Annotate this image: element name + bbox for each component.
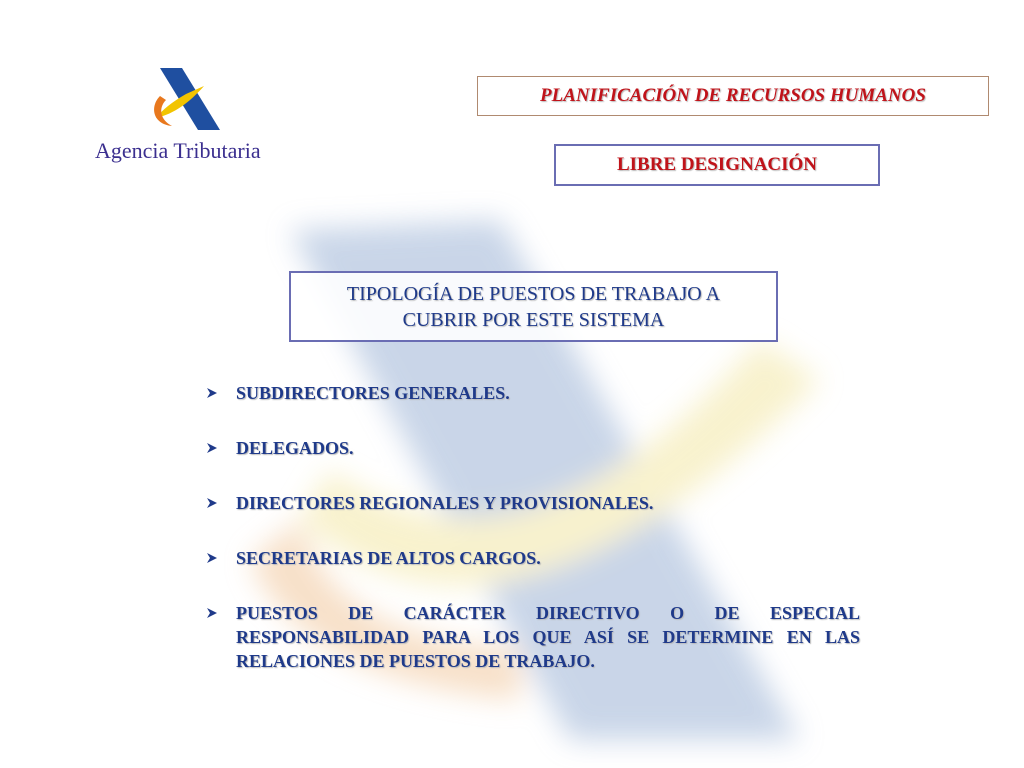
agencia-tributaria-logo-icon xyxy=(146,66,230,132)
list-item-text: SECRETARIAS DE ALTOS CARGOS. xyxy=(236,548,541,568)
right-arrow-bullet-icon xyxy=(206,491,236,515)
section-title-box xyxy=(554,144,880,186)
list-item-text: DELEGADOS. xyxy=(236,438,354,458)
planning-title-box xyxy=(477,76,989,116)
list-item-text: DIRECTORES REGIONALES Y PROVISIONALES. xyxy=(236,493,654,513)
list-item xyxy=(206,601,860,673)
brand-name: Agencia Tributaria xyxy=(95,138,261,163)
right-arrow-bullet-icon xyxy=(206,381,236,405)
bullet-list xyxy=(206,381,860,704)
list-item xyxy=(206,546,860,570)
planning-title: PLANIFICACIÓN DE RECURSOS HUMANOS xyxy=(540,85,926,106)
heading-line-1: TIPOLOGÍA DE PUESTOS DE TRABAJO A xyxy=(346,282,721,305)
list-item-text: PUESTOS DE CARÁCTER DIRECTIVO O DE ESPECIAL RESPONSABILIDAD PARA LOS QUE ASÍ SE DETERMINE EN LAS RELACIONES DE PUESTOS DE TRABAJO. xyxy=(236,603,860,671)
heading-box xyxy=(289,271,778,342)
list-item xyxy=(206,381,860,405)
heading xyxy=(347,281,720,333)
heading-line-2: CUBRIR POR ESTE SISTEMA xyxy=(402,308,665,331)
right-arrow-bullet-icon xyxy=(206,546,236,570)
right-arrow-bullet-icon xyxy=(206,601,236,625)
right-arrow-bullet-icon xyxy=(206,436,236,460)
list-item-text: SUBDIRECTORES GENERALES. xyxy=(236,383,510,403)
section-title: LIBRE DESIGNACIÓN xyxy=(616,154,818,175)
list-item xyxy=(206,491,860,515)
list-item xyxy=(206,436,860,460)
